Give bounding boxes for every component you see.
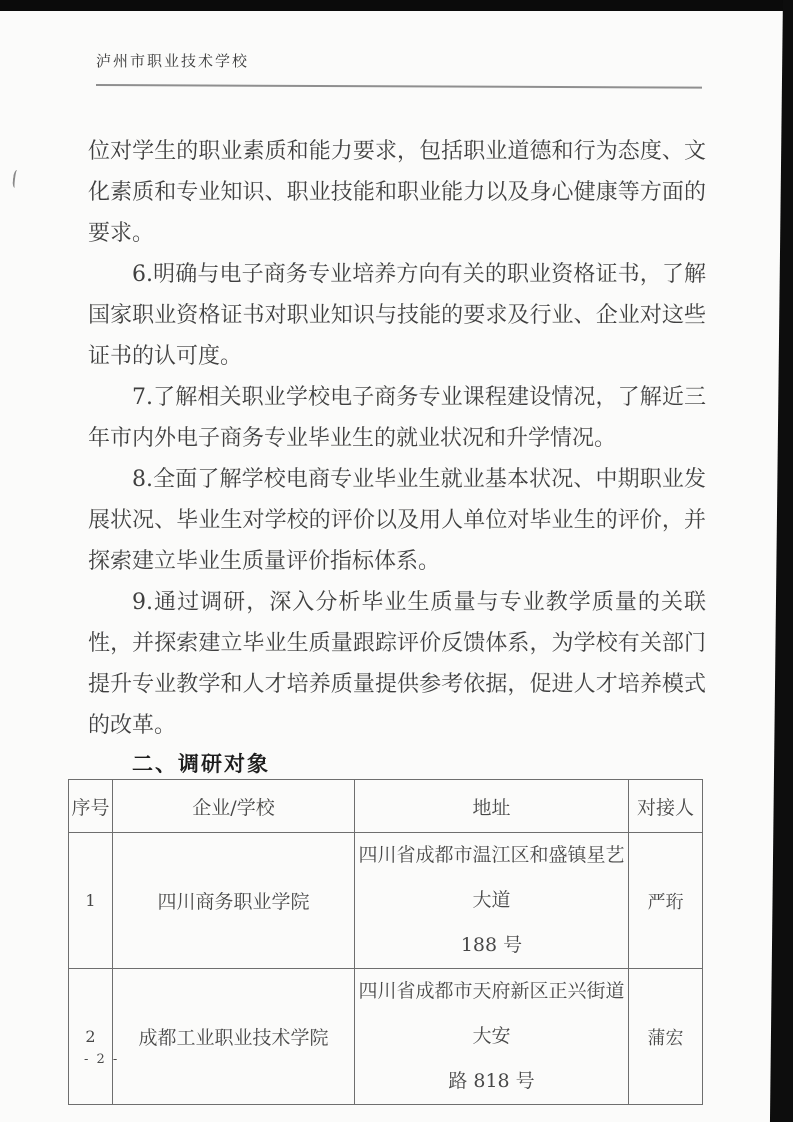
scan-pen-mark xyxy=(12,170,20,189)
table-cell-address xyxy=(355,969,629,1105)
table-cell-org: 四川商务职业学院 xyxy=(113,833,355,969)
table-header-row xyxy=(69,780,703,833)
table-cell-no: 2 xyxy=(69,969,113,1105)
scan-edge-right xyxy=(769,0,793,1122)
table-header-org: 企业/学校 xyxy=(113,780,355,833)
paragraph: 位对学生的职业素质和能力要求，包括职业道德和行为态度、文化素质和专业知识、职业技能和职业能力以及身心健康等方面的要求。 xyxy=(88,139,706,246)
document-body xyxy=(88,131,706,778)
table-row xyxy=(69,833,703,969)
paragraph: 7.了解相关职业学校电子商务专业课程建设情况，了解近三年市内外电子商务专业毕业生的就业状况和升学情况。 xyxy=(88,385,706,451)
paragraph: 9.通过调研，深入分析毕业生质量与专业教学质量的关联性，并探索建立毕业生质量跟踪评价反馈体系，为学校有关部门提升专业教学和人才培养质量提供参考依据，促进人才培养模式的改革。 xyxy=(88,590,706,738)
header-rule xyxy=(96,84,702,89)
table-cell-contact: 蒲宏 xyxy=(629,969,703,1105)
research-objects-table xyxy=(68,779,703,1105)
table-cell-contact: 严珩 xyxy=(629,833,703,969)
address-line: 四川省成都市天府新区正兴街道大安 xyxy=(358,980,625,1047)
section-heading: 二、调研对象 xyxy=(132,753,270,776)
table-header-contact: 对接人 xyxy=(629,780,703,833)
table-cell-org: 成都工业职业技术学院 xyxy=(113,969,355,1105)
page-header-school-name: 泸州市职业技术学校 xyxy=(96,54,250,70)
scan-edge-top xyxy=(0,0,793,11)
paragraph: 6.明确与电子商务专业培养方向有关的职业资格证书，了解国家职业资格证书对职业知识与技能的要求及行业、企业对这些证书的认可度。 xyxy=(88,262,706,369)
address-line: 路 818 号 xyxy=(448,1070,535,1092)
address-line: 四川省成都市温江区和盛镇星艺大道 xyxy=(358,844,625,911)
table-cell-address xyxy=(355,833,629,969)
table-header-no: 序号 xyxy=(69,780,113,833)
table-cell-no: 1 xyxy=(69,833,113,969)
paragraph: 8.全面了解学校电商专业毕业生就业基本状况、中期职业发展状况、毕业生对学校的评价以及用人单位对毕业生的评价，并探索建立毕业生质量评价指标体系。 xyxy=(88,467,706,574)
table-row xyxy=(69,969,703,1105)
table-header-address: 地址 xyxy=(355,780,629,833)
address-line: 188 号 xyxy=(460,934,523,956)
page-number: - 2 - xyxy=(84,1052,120,1067)
